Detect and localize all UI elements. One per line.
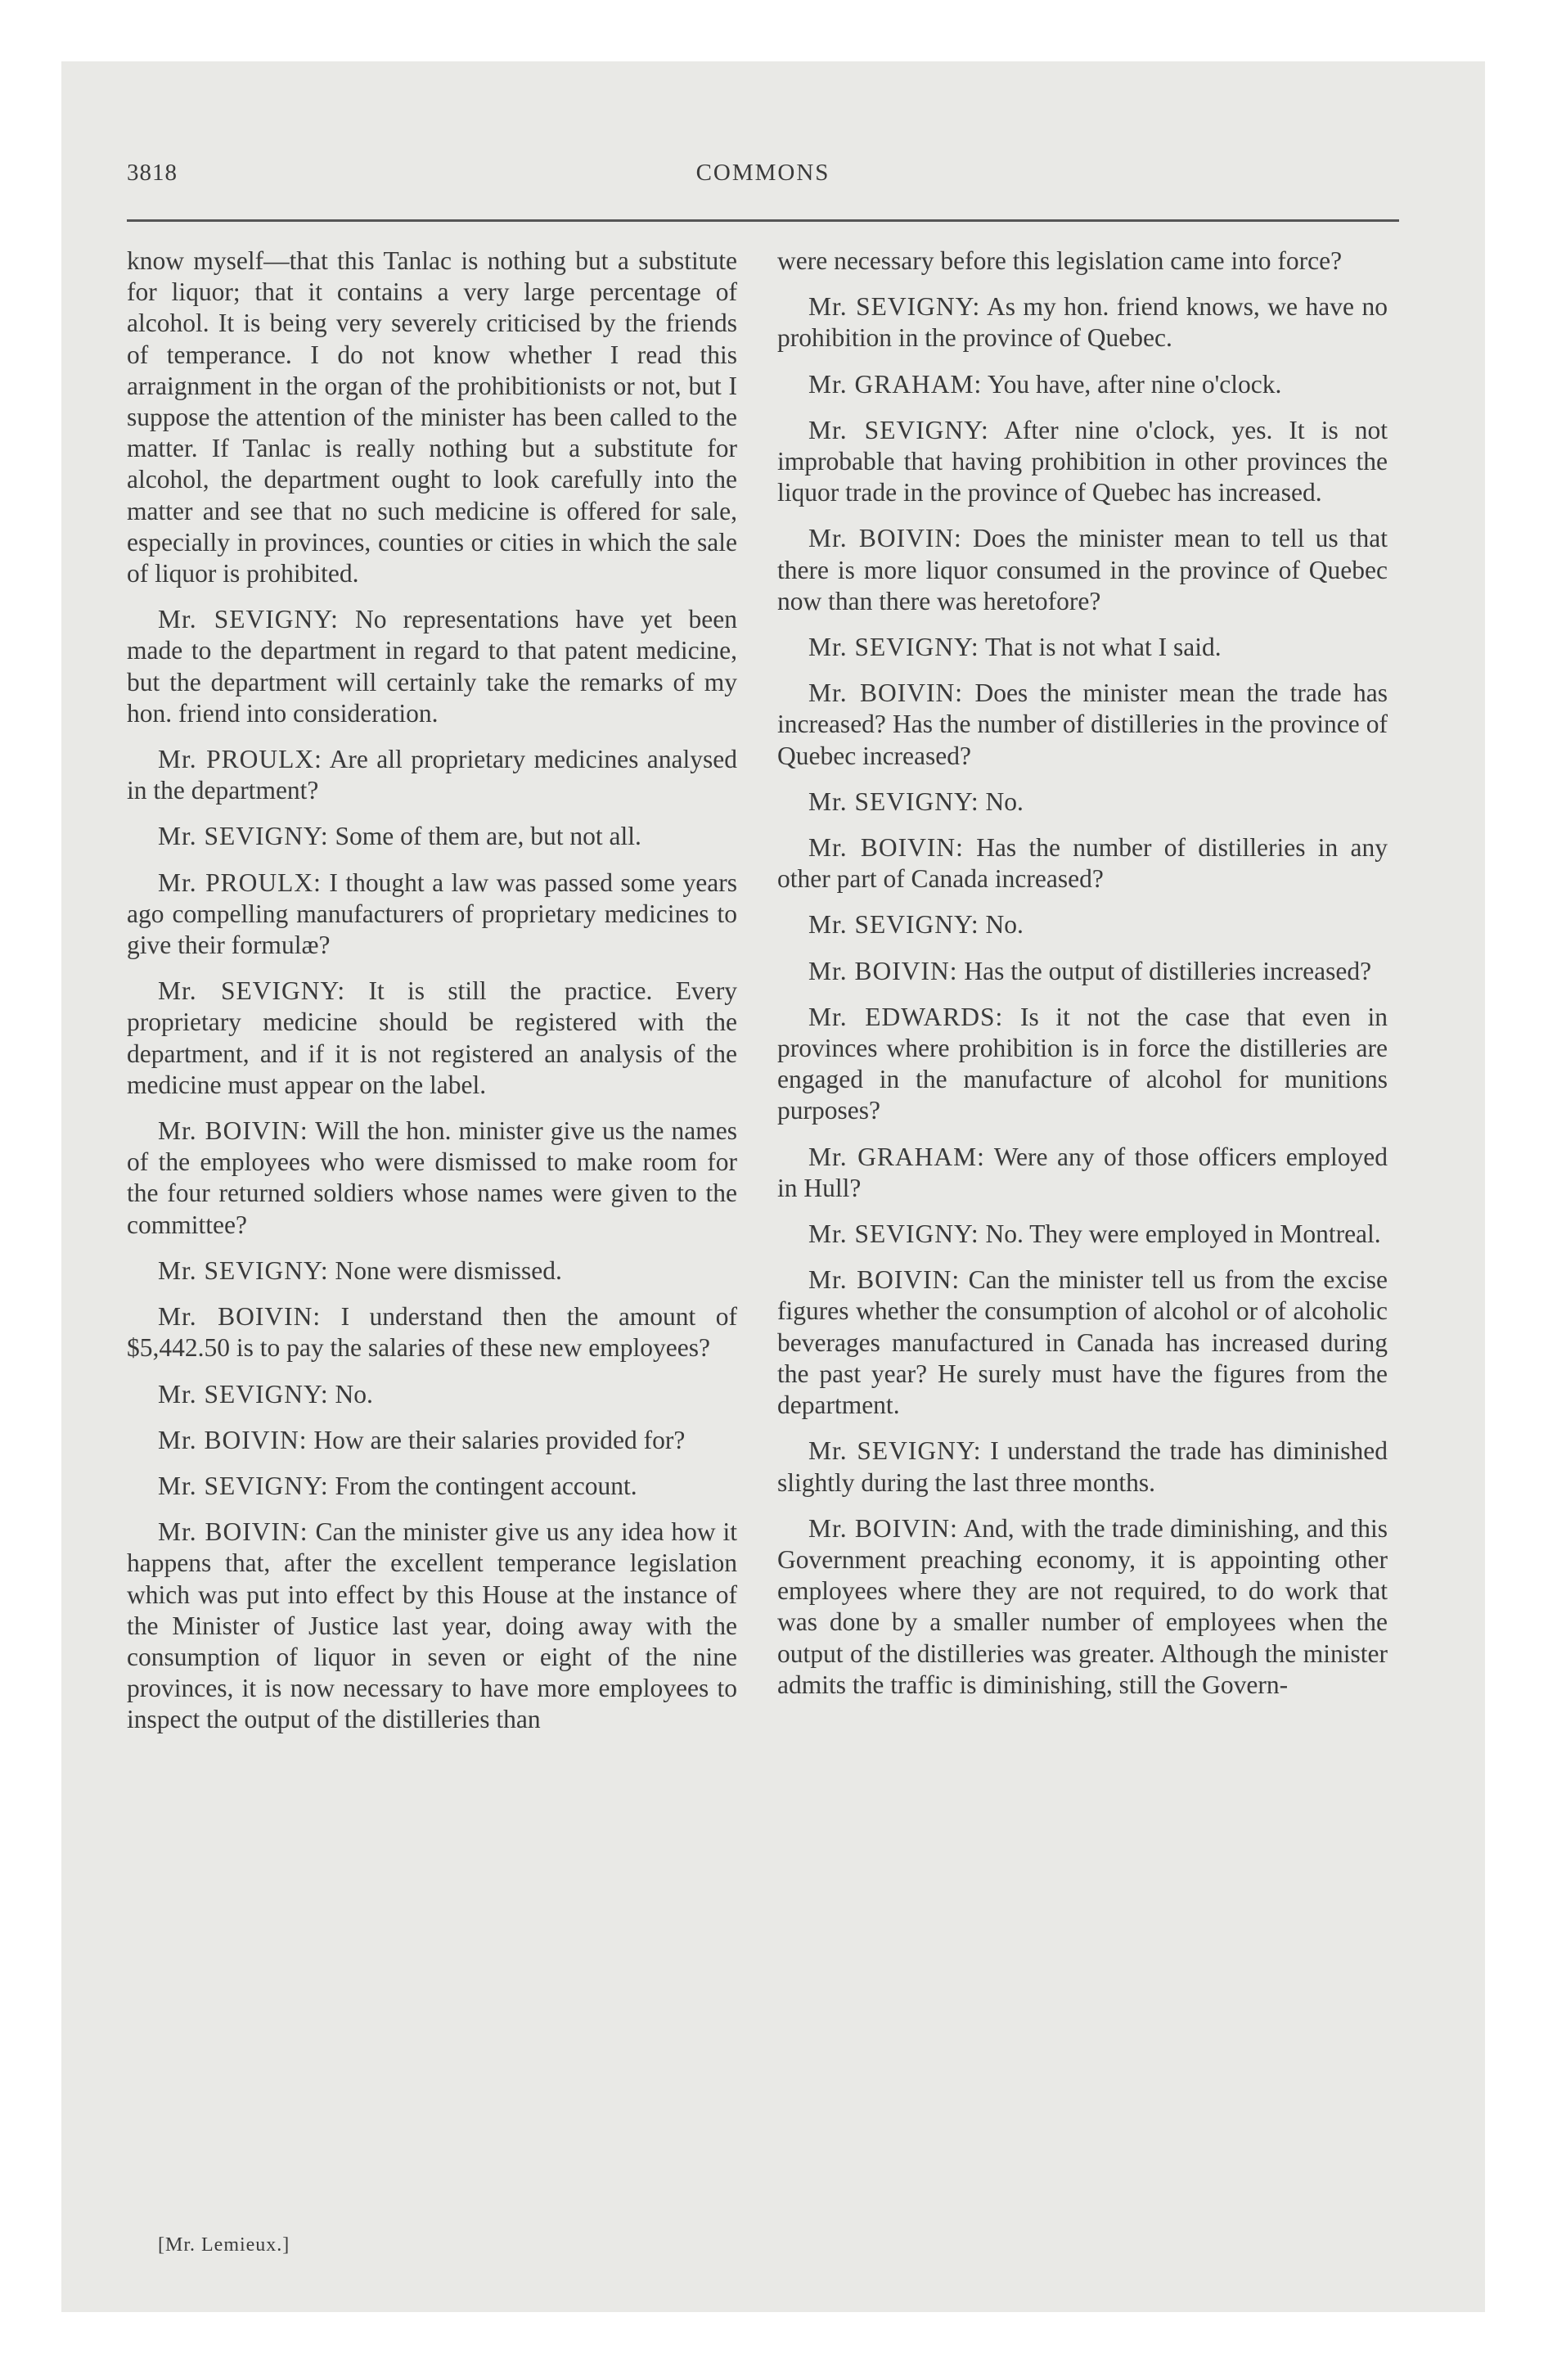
- speaker-name: Mr. BOIVIN:: [808, 524, 962, 553]
- paragraph: [127, 868, 737, 962]
- running-head: COMMONS: [695, 160, 830, 186]
- paragraph-text: And, with the trade diminishing, and this Government preaching economy, it is appointing other employees where they are not required, to do work that was done by a smaller number of employees when the output of the distilleries was greater. Although the minister admits the traffic is diminishing, still the Govern-: [777, 1513, 1388, 1699]
- speaker-name: Mr. SEVIGNY:: [808, 415, 989, 444]
- left-column: [127, 246, 737, 2234]
- paragraph: [127, 246, 737, 589]
- speaker-name: Mr. BOIVIN:: [808, 1265, 961, 1295]
- speaker-name: Mr. SEVIGNY:: [158, 976, 346, 1006]
- paragraph-text: As my hon. friend knows, we have no prohibition in the province of Quebec.: [777, 292, 1388, 353]
- paragraph-text: Has the output of distilleries increased?: [964, 956, 1372, 985]
- speaker-name: Mr. SEVIGNY:: [808, 787, 979, 816]
- paragraph-text: I understand then the amount of $5,442.50 is to pay the salaries of these new employees?: [127, 1302, 737, 1363]
- paragraph: [127, 1379, 737, 1410]
- paragraph-text: were necessary before this legislation came into force?: [777, 246, 1343, 275]
- paragraph-text: No.: [985, 910, 1024, 940]
- paragraph: [777, 523, 1388, 617]
- paragraph-text: That is not what I said.: [984, 633, 1222, 662]
- paragraph: [777, 1002, 1388, 1127]
- speaker-name: Mr. GRAHAM:: [808, 1142, 985, 1171]
- speaker-name: Mr. SEVIGNY:: [808, 910, 979, 940]
- speaker-name: Mr. SEVIGNY:: [158, 822, 329, 851]
- speaker-name: Mr. SEVIGNY:: [808, 1219, 979, 1249]
- paragraph-text: know myself—that this Tanlac is nothing but a substitute for liquor; that it contains a very large percentage of alcohol. It is being very severely criticised by the friends of temperance. I do not know whether I read this arraignment in the organ of the prohibitionists or not, but I suppose the attention of the minister has been called to the matter. If Tanlac is really nothing but a substitute for alcohol, the department ought to look carefully into the matter and see that no such medicine is offered for sale, especially in provinces, counties or cities in which the sale of liquor is prohibited.: [127, 246, 737, 588]
- paragraph-text: Can the minister give us any idea how it happens that, after the excellent temperance legislation which was put into effect by this House at the instance of the Minister of Justice last year, doing away with the consumption of liquor in seven or eight of the nine provinces, it is now necessary to have more employees to inspect the output of the distilleries than: [127, 1517, 737, 1734]
- paragraph: [127, 1425, 737, 1456]
- paragraph-text: No.: [985, 787, 1024, 816]
- paragraph-text: Is it not the case that even in provinces where prohibition is in force the distilleries are engaged in the manufacture of alcohol for munitions purposes?: [777, 1002, 1388, 1125]
- paragraph: [777, 832, 1388, 895]
- paragraph: [777, 1513, 1388, 1701]
- header-rule: [127, 219, 1399, 222]
- paragraph: [127, 1255, 737, 1287]
- paragraph-text: Has the number of distilleries in any other part of Canada increased?: [777, 833, 1388, 894]
- paragraph: [127, 1471, 737, 1502]
- speaker-name: Mr. BOIVIN:: [158, 1425, 308, 1454]
- speaker-name: Mr. BOIVIN:: [808, 833, 964, 863]
- paragraph: [777, 1142, 1388, 1204]
- paragraph: [127, 1301, 737, 1364]
- speaker-name: Mr. SEVIGNY:: [158, 1379, 329, 1409]
- paragraph: [127, 821, 737, 852]
- page-header: [127, 160, 1399, 192]
- speaker-name: Mr. SEVIGNY:: [808, 292, 981, 322]
- paragraph-text: Does the minister mean the trade has increased? Has the number of distilleries in the province of Quebec increased?: [777, 678, 1388, 770]
- paragraph: [777, 369, 1388, 400]
- speaker-name: Mr. BOIVIN:: [808, 1513, 958, 1543]
- paragraph-text: I thought a law was passed some years ago compelling manufacturers of proprietary medicines to give their formulæ?: [127, 868, 737, 960]
- paragraph-text: It is still the practice. Every proprietary medicine should be registered with the department, and if it is not registered an analysis of the medicine must appear on the label.: [127, 976, 737, 1099]
- paragraph: [127, 744, 737, 806]
- speaker-name: Mr. BOIVIN:: [158, 1302, 322, 1332]
- right-column: [777, 246, 1388, 2234]
- footer-note: [Mr. Lemieux.]: [158, 2234, 290, 2256]
- paragraph-text: From the contingent account.: [335, 1471, 637, 1500]
- paragraph: [777, 956, 1388, 987]
- speaker-name: Mr. SEVIGNY:: [158, 605, 339, 634]
- paragraph-text: Are all proprietary medicines analysed in the department?: [127, 745, 737, 805]
- speaker-name: Mr. BOIVIN:: [808, 678, 964, 708]
- paragraph: [777, 1436, 1388, 1498]
- paragraph-text: I understand the trade has diminished slightly during the last three months.: [777, 1436, 1388, 1497]
- paragraph: [127, 976, 737, 1101]
- speaker-name: Mr. EDWARDS:: [808, 1002, 1004, 1031]
- paragraph-text: After nine o'clock, yes. It is not improbable that having prohibition in other provinces the liquor trade in the province of Quebec has increased.: [777, 415, 1388, 507]
- paragraph-text: Some of them are, but not all.: [335, 822, 641, 851]
- speaker-name: Mr. BOIVIN:: [808, 956, 958, 985]
- paragraph-text: Can the minister tell us from the excise figures whether the consumption of alcohol or of alcoholic beverages manufactured in Canada has increased during the past year? He surely must have the figures from the department.: [777, 1265, 1388, 1420]
- paragraph-text: Does the minister mean to tell us that there is more liquor consumed in the province of Quebec now than there was heretofore?: [777, 524, 1388, 615]
- paragraph: [127, 604, 737, 729]
- paragraph: [127, 1116, 737, 1241]
- speaker-name: Mr. GRAHAM:: [808, 369, 983, 399]
- paragraph-text: How are their salaries provided for?: [313, 1425, 686, 1454]
- paragraph: [777, 787, 1388, 818]
- paragraph: [777, 909, 1388, 940]
- speaker-name: Mr. PROULX:: [158, 745, 322, 774]
- paragraph: [777, 1264, 1388, 1421]
- paragraph: [777, 291, 1388, 354]
- paragraph: [777, 632, 1388, 663]
- paragraph: [777, 246, 1388, 277]
- speaker-name: Mr. BOIVIN:: [158, 1517, 308, 1547]
- paragraph-text: No.: [335, 1379, 373, 1409]
- paragraph: [777, 415, 1388, 509]
- speaker-name: Mr. SEVIGNY:: [808, 633, 979, 662]
- speaker-name: Mr. SEVIGNY:: [158, 1255, 329, 1285]
- paragraph: [777, 1219, 1388, 1250]
- speaker-name: Mr. SEVIGNY:: [158, 1471, 329, 1500]
- paragraph-text: No representations have yet been made to the department in regard to that patent medicine, but the department will certainly take the remarks of my hon. friend into consideration.: [127, 605, 737, 728]
- speaker-name: Mr. SEVIGNY:: [808, 1436, 982, 1466]
- paragraph-text: Were any of those officers employed in Hull?: [777, 1142, 1388, 1202]
- paragraph-text: None were dismissed.: [335, 1255, 562, 1285]
- speaker-name: Mr. BOIVIN:: [158, 1116, 308, 1146]
- paragraph-text: Will the hon. minister give us the names of the employees who were dismissed to make room for the four returned soldiers whose names were given to the committee?: [127, 1116, 737, 1239]
- paragraph: [777, 678, 1388, 772]
- paragraph-text: No. They were employed in Montreal.: [985, 1219, 1381, 1249]
- paragraph: [127, 1517, 737, 1735]
- page-number: 3818: [127, 160, 178, 186]
- paragraph-text: You have, after nine o'clock.: [988, 369, 1282, 399]
- speaker-name: Mr. PROULX:: [158, 868, 322, 897]
